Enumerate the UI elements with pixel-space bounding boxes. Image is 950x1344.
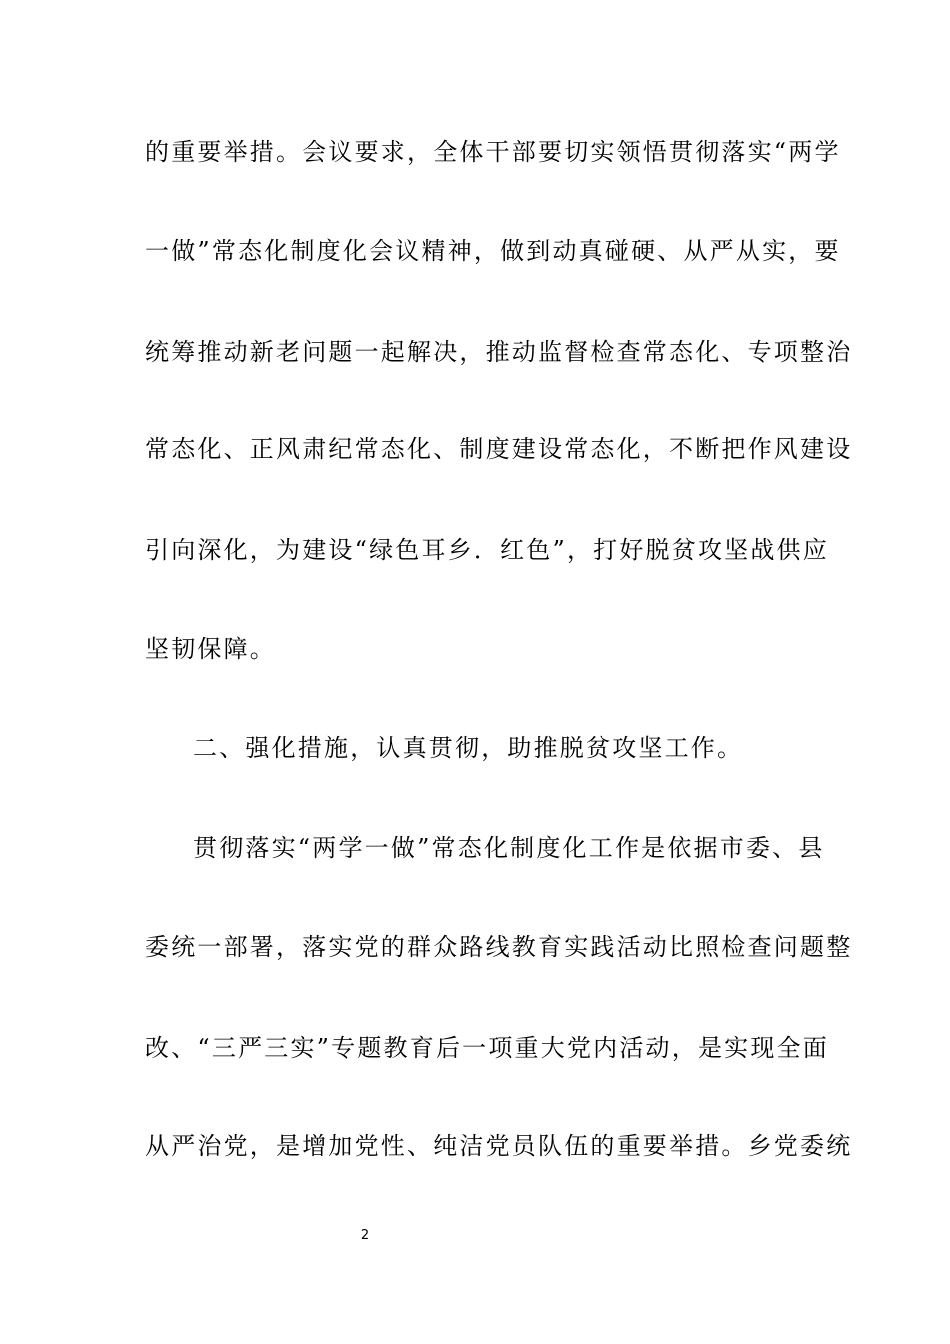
- paragraph-line: 委统一部署，落实党的群众路线教育实践活动比照检查问题整: [145, 933, 853, 961]
- paragraph-line: 改、“三严三实”专题教育后一项重大党内活动，是实现全面: [145, 1034, 829, 1062]
- paragraph-line: 的重要举措。会议要求，全体干部要切实领悟贯彻落实“两学: [145, 138, 841, 166]
- paragraph-line: 坚韧保障。: [145, 635, 276, 663]
- section-heading: 二、强化措施，认真贯彻，助推脱贫攻坚工作。: [193, 734, 744, 762]
- paragraph-line: 统筹推动新老问题一起解决，推动监督检查常态化、专项整治: [145, 338, 853, 366]
- paragraph-line: 从严治党，是增加党性、纯洁党员队伍的重要举措。乡党委统: [145, 1132, 853, 1160]
- paragraph-line: 引向深化，为建设“绿色耳乡．红色”，打好脱贫攻坚战供应: [145, 536, 829, 564]
- page-number: 2: [360, 1228, 370, 1243]
- paragraph-line: 常态化、正风肃纪常态化、制度建设常态化，不断把作风建设: [145, 435, 853, 463]
- paragraph-line: 贯彻落实“两学一做”常态化制度化工作是依据市委、县: [193, 834, 825, 862]
- paragraph-line: 一做”常态化制度化会议精神，做到动真碰硬、从严从实，要: [145, 237, 841, 265]
